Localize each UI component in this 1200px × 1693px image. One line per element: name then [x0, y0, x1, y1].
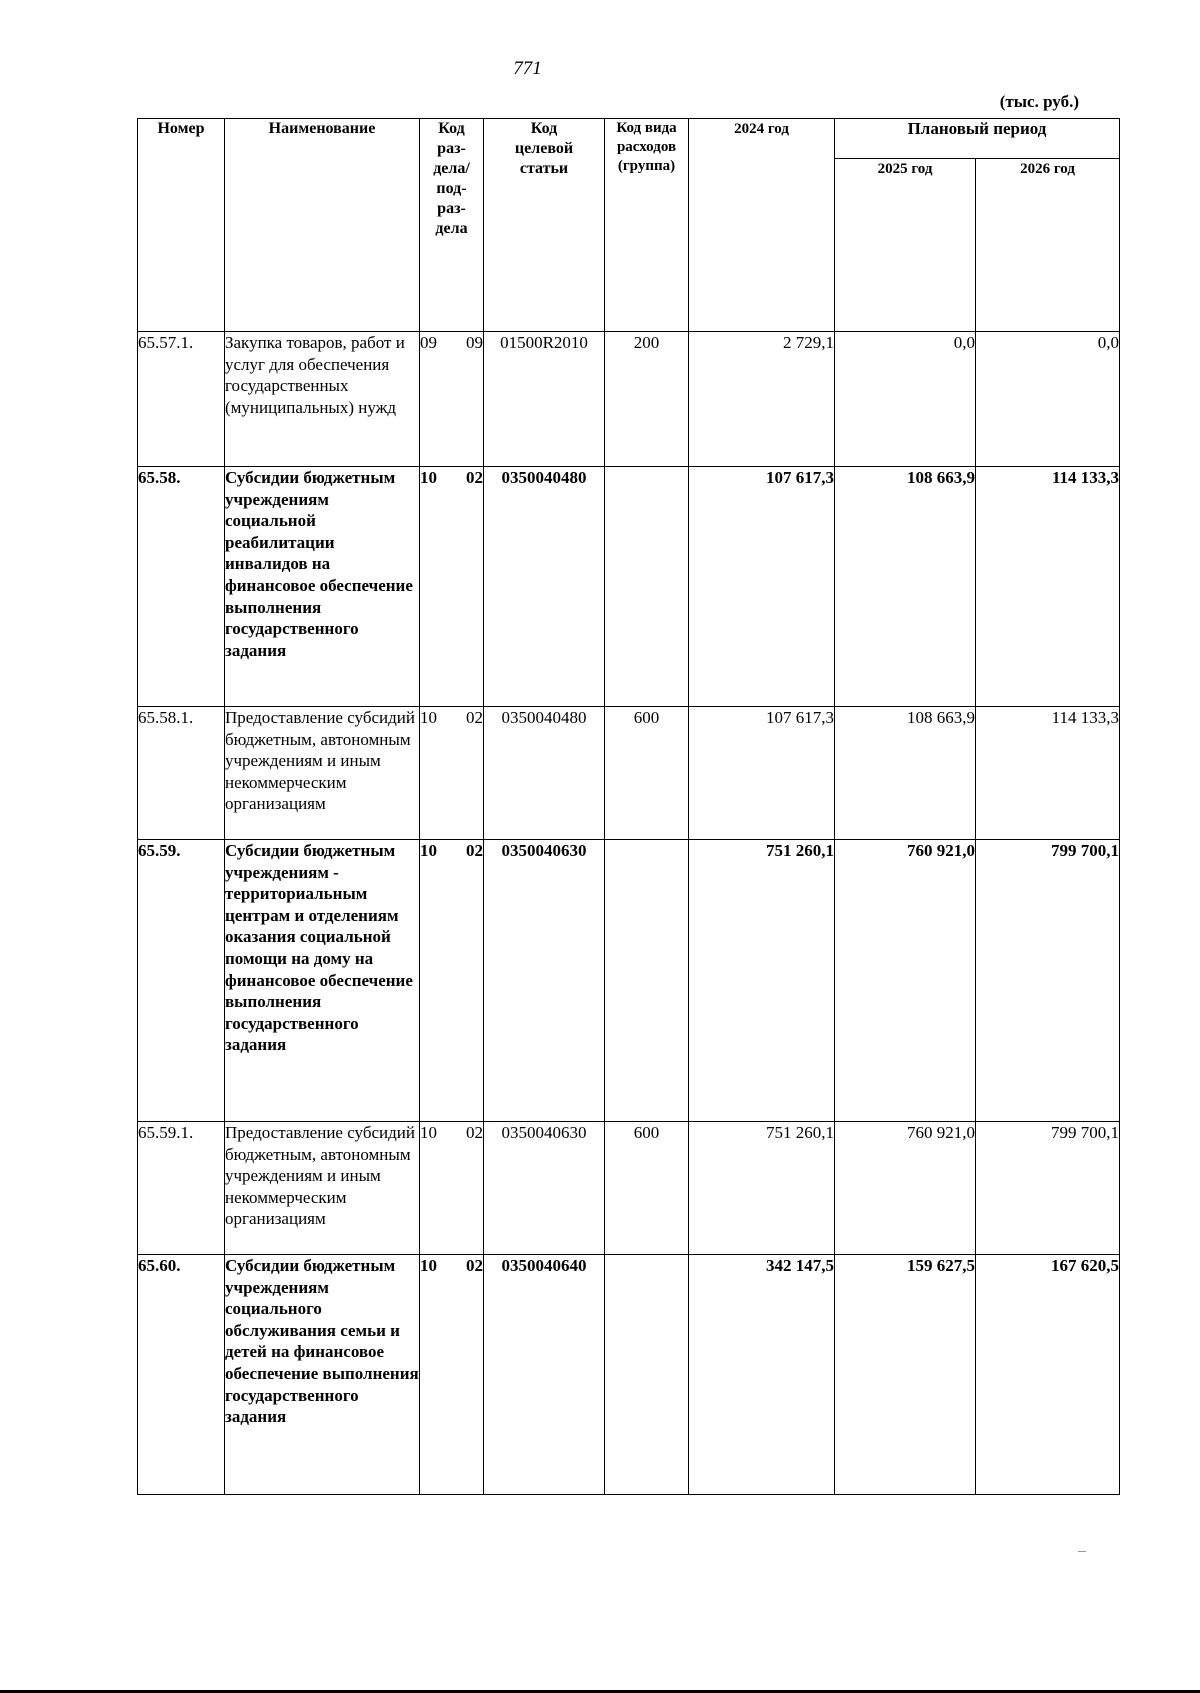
row-name: Предоставление субсидий бюджетным, автономным учреждениям и иным некоммерческим организациям [225, 1122, 420, 1255]
row-amount-2025: 159 627,5 [835, 1255, 976, 1495]
row-amount-2024: 751 260,1 [689, 1122, 835, 1255]
row-target-code: 0350040630 [484, 1122, 605, 1255]
row-name: Закупка товаров, работ и услуг для обеспечения государственных (муниципальных) нужд [225, 332, 420, 467]
row-subsection: 02 [466, 1123, 483, 1142]
header-expense-line: (группа) [617, 158, 676, 174]
table-row [138, 1122, 1120, 1255]
row-section: 10 [420, 468, 437, 487]
row-section-code [420, 1122, 484, 1255]
table-row [138, 467, 1120, 707]
header-section-line: Код [438, 120, 465, 137]
row-amount-2024: 2 729,1 [689, 332, 835, 467]
row-expense-code: 200 [605, 332, 689, 467]
row-expense-code: 600 [605, 707, 689, 840]
row-section: 09 [420, 333, 437, 352]
row-target-code: 0350040480 [484, 707, 605, 840]
row-section-code [420, 707, 484, 840]
row-amount-2025: 108 663,9 [835, 467, 976, 707]
row-section: 10 [420, 841, 437, 860]
header-number: Номер [138, 119, 225, 332]
row-expense-code [605, 840, 689, 1122]
header-year-2026: 2026 год [976, 158, 1120, 331]
row-subsection: 02 [466, 468, 483, 487]
row-amount-2026: 114 133,3 [976, 467, 1120, 707]
row-section-code [420, 1255, 484, 1495]
row-number: 65.58.1. [138, 707, 225, 840]
row-amount-2026: 0,0 [976, 332, 1120, 467]
units-label: (тыс. руб.) [999, 92, 1079, 111]
row-name: Субсидии бюджетным учреждениям социального обслуживания семьи и детей на финансовое обеспечение выполнения государственного задания [225, 1255, 420, 1495]
row-amount-2025: 0,0 [835, 332, 976, 467]
header-expense [605, 119, 689, 332]
header-name: Наименование [225, 119, 420, 332]
page-number: 771 [513, 58, 542, 79]
row-section-code [420, 840, 484, 1122]
row-subsection: 09 [466, 333, 483, 352]
row-amount-2024: 342 147,5 [689, 1255, 835, 1495]
row-section: 10 [420, 1256, 437, 1275]
header-section-line: раз- [437, 140, 466, 157]
row-number: 65.57.1. [138, 332, 225, 467]
row-target-code: 0350040640 [484, 1255, 605, 1495]
row-section-code [420, 332, 484, 467]
row-section: 10 [420, 1123, 437, 1142]
row-amount-2026: 114 133,3 [976, 707, 1120, 840]
row-amount-2025: 108 663,9 [835, 707, 976, 840]
row-number: 65.59.1. [138, 1122, 225, 1255]
row-subsection: 02 [466, 708, 483, 727]
row-number: 65.59. [138, 840, 225, 1122]
header-expense-line: Код вида [616, 120, 677, 136]
row-amount-2024: 107 617,3 [689, 707, 835, 840]
row-amount-2026: 799 700,1 [976, 1122, 1120, 1255]
header-section-line: раз- [437, 200, 466, 217]
row-target-code: 0350040630 [484, 840, 605, 1122]
row-expense-code [605, 1255, 689, 1495]
table-row [138, 707, 1120, 840]
row-expense-code [605, 467, 689, 707]
row-amount-2025: 760 921,0 [835, 1122, 976, 1255]
header-section-line: дела/ [433, 160, 470, 177]
header-year-2024: 2024 год [689, 119, 835, 332]
row-section: 10 [420, 708, 437, 727]
header-section-line: дела [435, 220, 468, 237]
header-expense-line: расходов [616, 139, 677, 155]
row-expense-code: 600 [605, 1122, 689, 1255]
row-amount-2024: 751 260,1 [689, 840, 835, 1122]
table-row [138, 840, 1120, 1122]
header-target-line: целевой [514, 140, 574, 157]
row-subsection: 02 [466, 1256, 483, 1275]
header-section-line: под- [436, 180, 467, 197]
row-number: 65.60. [138, 1255, 225, 1495]
row-target-code: 01500R2010 [484, 332, 605, 467]
row-name: Субсидии бюджетным учреждениям социальной реабилитации инвалидов на финансовое обеспечение выполнения государственного задания [225, 467, 420, 707]
row-subsection: 02 [466, 841, 483, 860]
header-target-line: Код [530, 120, 558, 137]
row-section-code [420, 467, 484, 707]
row-amount-2026: 167 620,5 [976, 1255, 1120, 1495]
header-section [420, 119, 484, 332]
header-year-2025: 2025 год [835, 158, 976, 331]
row-name: Предоставление субсидий бюджетным, автономным учреждениям и иным некоммерческим организациям [225, 707, 420, 840]
row-target-code: 0350040480 [484, 467, 605, 707]
budget-table [137, 118, 1120, 1495]
row-amount-2026: 799 700,1 [976, 840, 1120, 1122]
header-target [484, 119, 605, 332]
scan-mark [1078, 1551, 1086, 1552]
table-row [138, 332, 1120, 467]
row-amount-2025: 760 921,0 [835, 840, 976, 1122]
row-number: 65.58. [138, 467, 225, 707]
row-name: Субсидии бюджетным учреждениям - территориальным центрам и отделениям оказания социальной помощи на дому на финансовое обеспечение выполнения государственного задания [225, 840, 420, 1122]
header-target-line: статьи [519, 160, 569, 177]
table-row [138, 1255, 1120, 1495]
header-planned-period: Плановый период [835, 119, 1120, 159]
row-amount-2024: 107 617,3 [689, 467, 835, 707]
